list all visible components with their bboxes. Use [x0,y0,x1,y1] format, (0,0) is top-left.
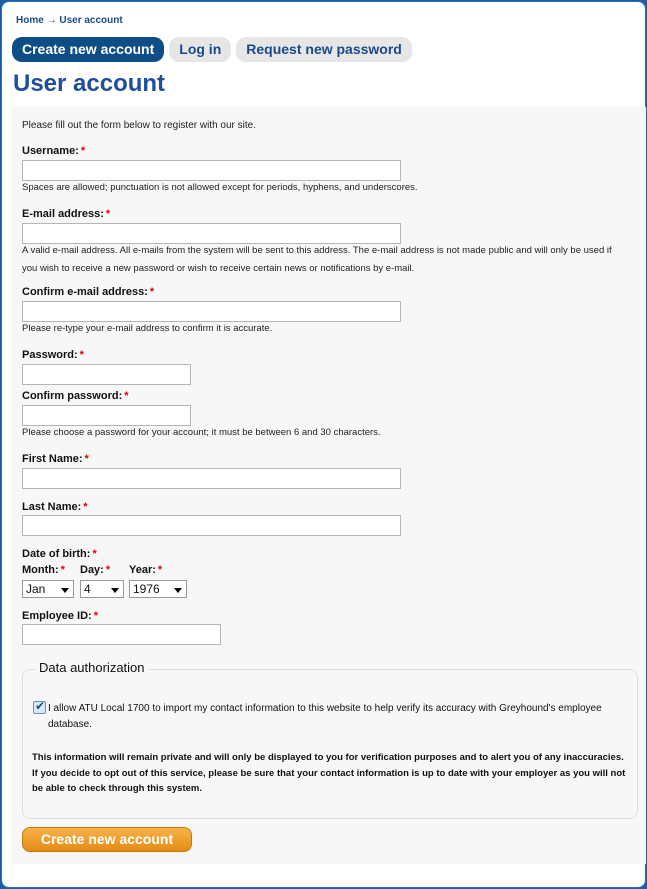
username-description: Spaces are allowed; punctuation is not allowed except for periods, hyphens, and underscores. [22,182,418,193]
tab-create-account[interactable]: Create new account [12,37,164,62]
checkmark-icon: ✔ [35,699,46,713]
email-label: E-mail address: * [22,208,111,220]
email-input[interactable] [22,223,401,244]
confirm-password-label: Confirm password: * [22,390,129,402]
dob-year-select[interactable]: 1976 [129,580,187,598]
last-name-input[interactable] [22,515,401,536]
data-authorization-legend: Data authorization [36,660,148,675]
dob-month-label: Month: * [22,564,65,576]
create-account-button[interactable]: Create new account [22,827,192,852]
confirm-password-input[interactable] [22,405,191,426]
account-tabs [12,37,412,62]
dob-day-select[interactable]: 4 [80,580,124,598]
username-label: Username: * [22,145,86,157]
breadcrumb-separator: → [46,15,57,26]
dob-month-select[interactable]: Jan [22,580,74,598]
email-description: A valid e-mail address. All e-mails from the system will be sent to this address. The e-mail address is not made public and will only be used if you wish to receive a new password or wish to receive certain news or notifications by e-mail. [22,245,612,274]
username-input[interactable] [22,160,401,181]
registration-form [12,107,646,864]
breadcrumb-home-link[interactable]: Home [16,15,44,26]
authorization-note: This information will remain private and will only be displayed to you for verification purposes and to alert you of any inaccuracies. If you decide to opt out of this service, please be sure that your contact information is up to date with your employer as you will not be able to check through this system. [32,752,626,794]
employee-id-label: Employee ID: * [22,610,98,622]
authorization-checkbox[interactable] [33,701,46,714]
first-name-label: First Name: * [22,453,89,465]
confirm-email-description: Please re-type your e-mail address to confirm it is accurate. [22,323,273,334]
breadcrumb [16,15,123,26]
password-description: Please choose a password for your account; it must be between 6 and 30 characters. [22,427,381,438]
tab-log-in[interactable]: Log in [169,37,231,62]
password-label: Password: * [22,349,84,361]
breadcrumb-current: User account [59,15,123,26]
first-name-input[interactable] [22,468,401,489]
dob-day-label: Day: * [80,564,111,576]
data-authorization-fieldset [22,669,638,819]
chevron-down-icon [61,588,69,593]
tab-request-password[interactable]: Request new password [236,37,412,62]
authorization-checkbox-label[interactable]: I allow ATU Local 1700 to import my contact information to this website to help verify its accuracy with Greyhound's employee database. [48,703,602,730]
chevron-down-icon [111,588,119,593]
last-name-label: Last Name: * [22,501,88,513]
confirm-email-label: Confirm e-mail address: * [22,286,155,298]
page-frame [1,1,646,888]
dob-label: Date of birth: * [22,548,97,560]
chevron-down-icon [174,588,182,593]
password-input[interactable] [22,364,191,385]
form-intro: Please fill out the form below to register with our site. [22,120,256,131]
employee-id-input[interactable] [22,624,221,645]
page-title: User account [13,70,166,97]
confirm-email-input[interactable] [22,301,401,322]
dob-year-label: Year: * [129,564,163,576]
